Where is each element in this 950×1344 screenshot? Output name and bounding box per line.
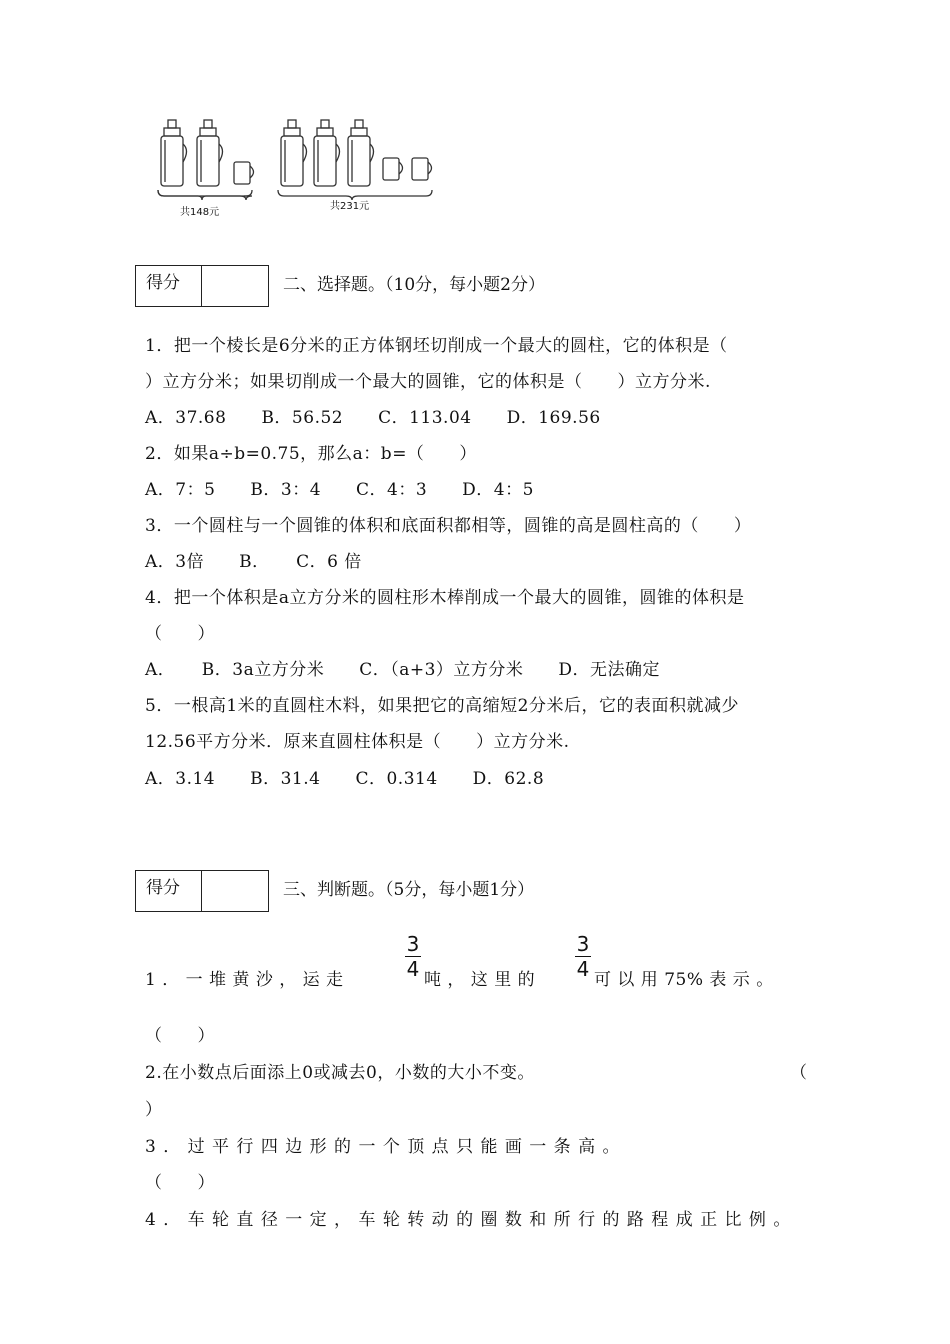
figure-caption-left: 共148元 — [180, 207, 220, 218]
thermos-bottle-icon — [348, 120, 374, 186]
s3-q2-open-bracket[interactable]: （ — [790, 1063, 808, 1083]
s3-q1-part-c: 可 以 用 75% 表 示 。 — [594, 970, 774, 990]
s2-line-10: A． B．3a立方分米 C．（a+3）立方分米 D．无法确定 — [145, 660, 661, 680]
score-box-section2 — [135, 265, 269, 307]
s3-q1-bracket[interactable]: （ ） — [145, 1026, 215, 1046]
s2-line-8: 4．把一个体积是a立方分米的圆柱形木棒削成一个最大的圆锥，圆锥的体积是 — [145, 588, 745, 608]
score-label: 得分 — [136, 266, 202, 306]
thermos-bottle-icon — [314, 120, 340, 186]
s3-q1-part-a: 1 ． 一 堆 黄 沙 ， 运 走 — [145, 970, 344, 990]
section3-title: 三、判断题。（5分，每小题1分） — [283, 880, 535, 900]
figure-caption-right: 共231元 — [330, 201, 370, 212]
s3-q1-part-b: 吨 ， 这 里 的 — [424, 970, 536, 990]
s3-q3-text: 3 ． 过 平 行 四 边 形 的 一 个 顶 点 只 能 画 一 条 高 。 — [145, 1137, 621, 1157]
s2-line-11: 5．一根高1米的直圆柱木料，如果把它的高缩短2分米后，它的表面积就减少 — [145, 696, 739, 716]
thermos-bottle-icon — [161, 120, 187, 186]
section2-title: 二、选择题。（10分，每小题2分） — [283, 275, 545, 295]
fraction-3-4 — [405, 933, 421, 980]
fraction-numerator: 3 — [576, 932, 590, 956]
score-blank-cell[interactable] — [202, 266, 268, 306]
fraction-numerator: 3 — [406, 932, 420, 956]
fraction-denominator: 4 — [576, 957, 590, 981]
cup-icon — [234, 162, 254, 184]
score-box-section3 — [135, 870, 269, 912]
score-blank-cell[interactable] — [202, 871, 268, 911]
s2-line-7: A．3倍 B． C．6 倍 — [145, 552, 362, 572]
s2-line-3: A．37.68 B．56.52 C．113.04 D．169.56 — [145, 408, 601, 428]
s3-q3-bracket[interactable]: （ ） — [145, 1173, 215, 1193]
s2-line-2: ）立方分米；如果切削成一个最大的圆锥，它的体积是（ ）立方分米. — [145, 372, 711, 392]
s2-line-1: 1．把一个棱长是6分米的正方体钢坯切削成一个最大的圆柱，它的体积是（ — [145, 336, 728, 356]
cup-icon — [412, 158, 432, 180]
cup-icon — [383, 158, 403, 180]
s3-q2-close-bracket[interactable]: ） — [145, 1100, 163, 1120]
score-label: 得分 — [136, 871, 202, 911]
thermos-bottle-icon — [281, 120, 307, 186]
thermos-bottle-icon — [197, 120, 223, 186]
s2-line-5: A．7：5 B．3：4 C．4：3 D．4：5 — [145, 480, 534, 500]
fraction-3-4 — [575, 933, 591, 980]
s2-line-4: 2．如果a÷b=0.75，那么a：b=（ ） — [145, 444, 477, 464]
s3-q4-text: 4 ． 车 轮 直 径 一 定 ， 车 轮 转 动 的 圈 数 和 所 行 的 路 程 成 正 比 例 。 — [145, 1210, 792, 1230]
s2-line-9: （ ） — [145, 624, 215, 644]
s2-line-13: A．3.14 B．31.4 C．0.314 D．62.8 — [145, 769, 545, 789]
s3-q2-text: 2.在小数点后面添上0或减去0，小数的大小不变。 — [145, 1063, 535, 1083]
s2-line-6: 3．一个圆柱与一个圆锥的体积和底面积都相等，圆锥的高是圆柱高的（ ） — [145, 516, 752, 536]
thermos-figure — [150, 110, 440, 215]
thermos-group-left — [158, 120, 254, 200]
fraction-denominator: 4 — [406, 957, 420, 981]
s2-line-12: 12.56平方分米．原来直圆柱体积是（ ）立方分米. — [145, 732, 570, 752]
thermos-group-right — [278, 120, 432, 200]
